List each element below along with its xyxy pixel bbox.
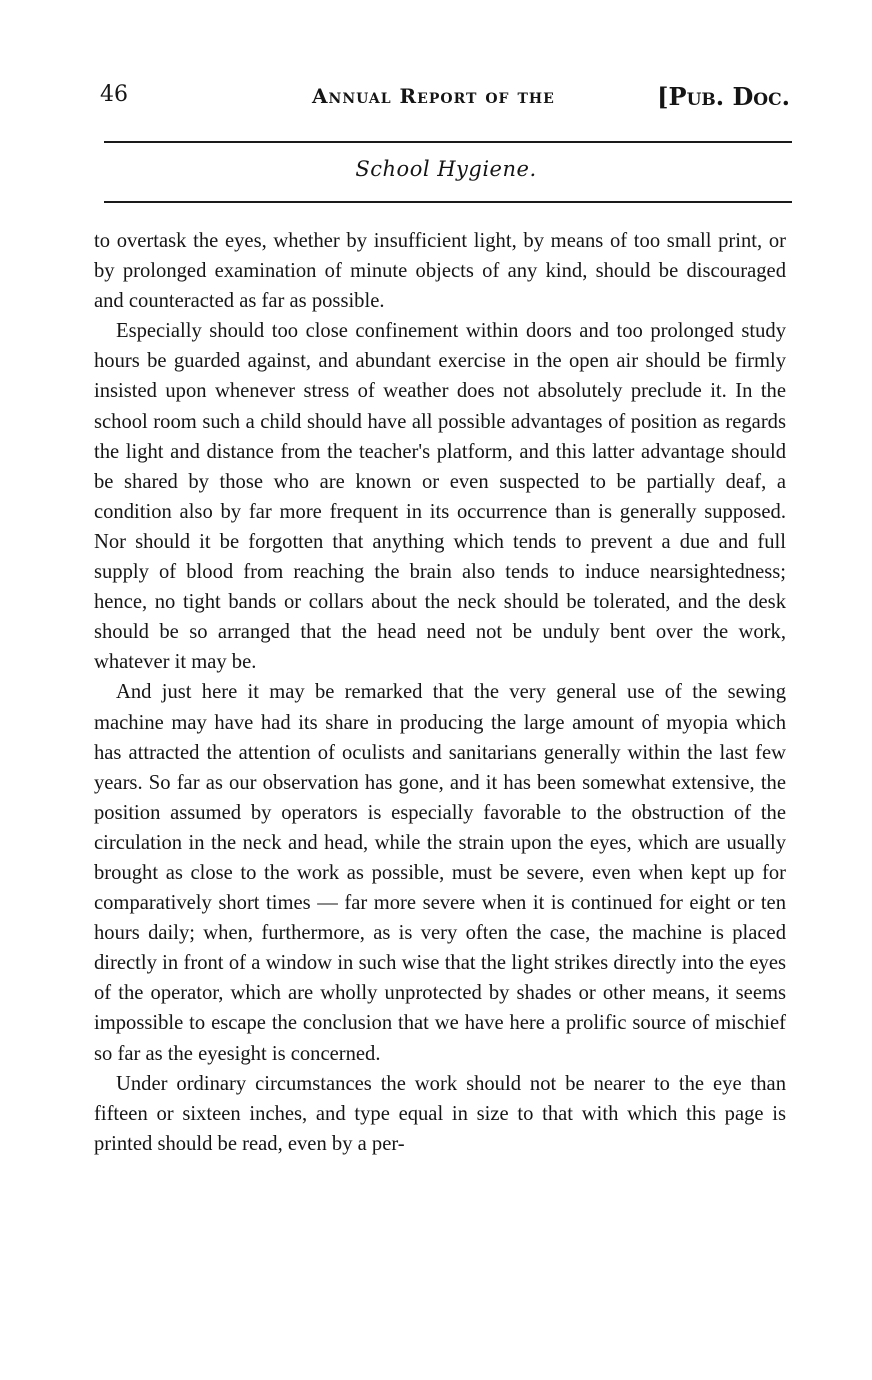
paragraph: Under ordinary circumstances the work should not be nearer to the eye than fifteen or sixteen inches, and type equal in size to that with which this page is printed should be read, even by a per- bbox=[94, 1072, 786, 1155]
body-text bbox=[94, 226, 786, 1159]
section-title: School Hygiene. bbox=[355, 157, 537, 181]
running-title: Annual Report of the bbox=[312, 84, 555, 108]
paragraph-continued: to overtask the eyes, whether by insufficient light, by means of too small print, or by prolonged examination of minute objects of any kind, should be discouraged and counteracted as far as possible. bbox=[94, 230, 786, 313]
header-rule-top bbox=[104, 141, 792, 143]
header-rule-bottom bbox=[104, 201, 792, 203]
page-number: 46 bbox=[100, 82, 128, 107]
paragraph: And just here it may be remarked that the very general use of the sewing machine may have had its share in producing the large amount of myopia which has attracted the attention of oculists and sanitarians generally within the last few years. So far as our observation has gone, and it has been somewhat extensive, the position assumed by operators is especially favorable to the obstruction of the circulation in the neck and head, while the strain upon the eyes, which are usually brought as close to the work as possible, must be severe, even when kept up for comparatively short times — far more severe when it is continued for eight or ten hours daily; when, furthermore, as is very often the case, the machine is placed directly in front of a window in such wise that the light strikes directly into the eyes of the operator, which are wholly unprotected by shades or other means, it seems impossible to escape the conclusion that we have here a prolific source of mischief so far as the eyesight is concerned. bbox=[94, 681, 786, 1065]
paragraph: Especially should too close confinement within doors and too prolonged study hours be guarded against, and abundant exercise in the open air should be firmly insisted upon whenever stress of weather does not absolutely preclude it. In the school room such a child should have all possible advantages of position as regards the light and distance from the teacher's platform, and this latter advantage should be shared by those who are known or even suspected to be partially deaf, a condition also by far more frequent in its occurrence than is generally supposed. Nor should it be forgotten that anything which tends to prevent a due and full supply of blood from reaching the brain also tends to induce nearsightedness; hence, no tight bands or collars about the neck should be tolerated, and the desk should be so arranged that the head need not be unduly bent over the work, whatever it may be. bbox=[94, 320, 786, 674]
document-label: [Pub. Doc. bbox=[657, 82, 790, 111]
